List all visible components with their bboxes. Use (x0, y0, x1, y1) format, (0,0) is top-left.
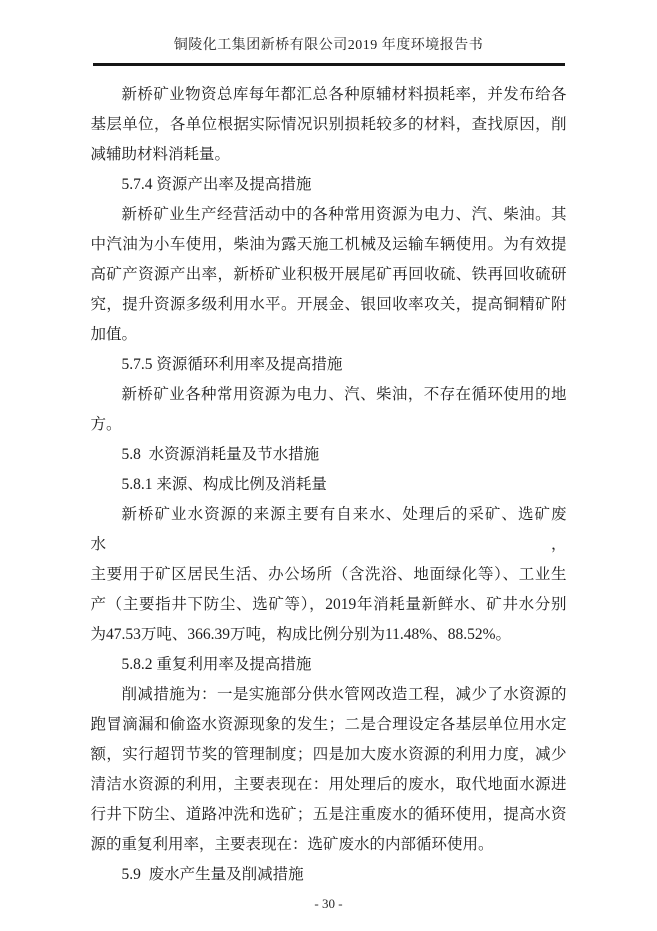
paragraph-line: 跑冒滴漏和偷盗水资源现象的发生；二是合理设定各基层单位用水定 (90, 716, 567, 733)
section-heading: 5.7.4 资源产出率及提高措施 (121, 176, 312, 193)
paragraph-line: 削减措施为：一是实施部分供水管网改造工程，减少了水资源的 (121, 686, 567, 703)
section-heading: 5.8.1 来源、构成比例及消耗量 (121, 476, 327, 493)
paragraph-line: 中汽油为小车使用，柴油为露天施工机械及运输车辆使用。为有效提 (90, 236, 567, 253)
paragraph-line: 清洁水资源的利用，主要表现在：用处理后的废水，取代地面水源进 (90, 776, 567, 793)
paragraph-line: 新桥矿业各种常用资源为电力、汽、柴油，不存在循环使用的地 (121, 386, 567, 403)
page-number: - 30 - (314, 896, 343, 911)
paragraph-line: 加值。 (90, 326, 138, 343)
paragraph-line: 究，提升资源多级利用水平。开展金、银回收率攻关，提高铜精矿附 (90, 296, 567, 313)
paragraph-line: 方。 (90, 416, 122, 433)
section-heading: 5.8.2 重复利用率及提高措施 (121, 656, 312, 673)
paragraph-line: 额，实行超罚节奖的管理制度；四是加大废水资源的利用力度，减少 (90, 746, 567, 763)
paragraph-line: 高矿产资源产出率，新桥矿业积极开展尾矿再回收硫、铁再回收硫研 (90, 266, 567, 283)
section-heading: 5.8 水资源消耗量及节水措施 (121, 446, 320, 463)
paragraph-line: 基层单位，各单位根据实际情况识别损耗较多的材料，查找原因，削 (90, 116, 567, 133)
paragraph-line: 减辅助材料消耗量。 (90, 146, 231, 163)
paragraph-line: 新桥矿业物资总库每年都汇总各种原辅材料损耗率，并发布给各 (121, 86, 567, 103)
paragraph-line: 主要用于矿区居民生活、办公场所（含洗浴、地面绿化等）、工业生 (90, 566, 567, 583)
paragraph-line: 产（主要指井下防尘、选矿等），2019年消耗量新鲜水、矿井水分别 (90, 596, 567, 613)
paragraph-line: 行井下防尘、道路冲洗和选矿；五是注重废水的循环使用，提高水资 (90, 806, 567, 823)
section-heading: 5.9 废水产生量及削减措施 (121, 866, 304, 883)
report-header-title: 铜陵化工集团新桥有限公司2019 年度环境报告书 (173, 38, 484, 53)
header-rule (93, 63, 565, 66)
paragraph-line: 源的重复利用率，主要表现在：选矿废水的内部循环使用。 (90, 836, 494, 853)
paragraph-line: 新桥矿业水资源的来源主要有自来水、处理后的采矿、选矿废水， (90, 506, 567, 553)
section-heading: 5.7.5 资源循环利用率及提高措施 (121, 356, 343, 373)
document-body (91, 80, 567, 890)
paragraph-line: 新桥矿业生产经营活动中的各种常用资源为电力、汽、柴油。其 (121, 206, 567, 223)
paragraph-line: 为47.53万吨、366.39万吨，构成比例分别为11.48%、88.52%。 (90, 626, 511, 643)
